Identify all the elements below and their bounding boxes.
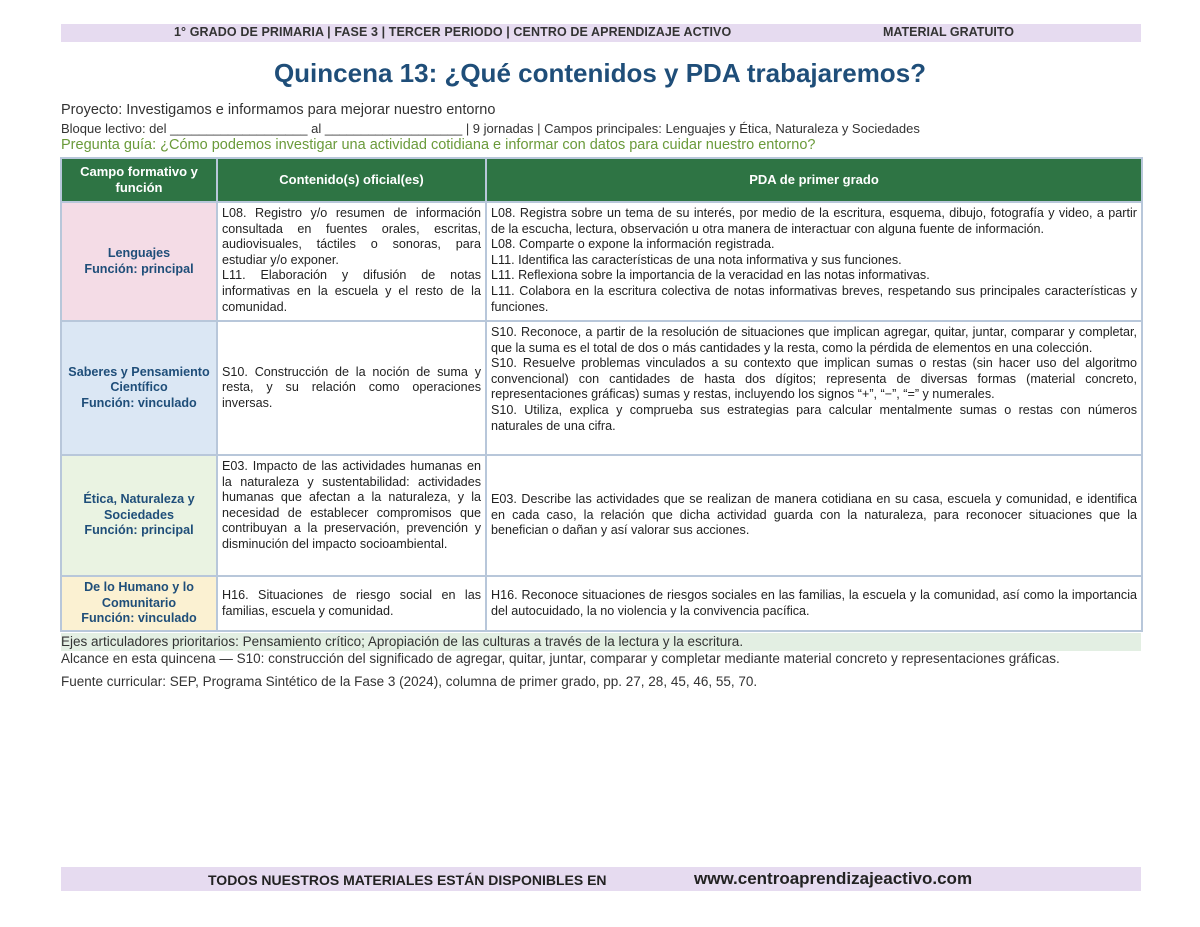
pda-cell <box>486 455 1142 576</box>
footer-label: TODOS NUESTROS MATERIALES ESTÁN DISPONIBLES EN <box>208 872 607 888</box>
content-cell <box>217 321 486 455</box>
guide-question: Pregunta guía: ¿Cómo podemos investigar una actividad cotidiana e informar con datos para cuidar nuestro entorno? <box>61 137 816 153</box>
pda-item: L08. Comparte o expone la información registrada. <box>491 237 775 252</box>
table-header-row <box>61 158 1142 202</box>
header-contenido: Contenido(s) oficial(es) <box>217 158 486 202</box>
pda-item: L11. Colabora en la escritura colectiva de notas informativas breves, respetando sus principales características y funciones. <box>491 283 1137 314</box>
pda-cell <box>486 576 1142 631</box>
field-cell-etica <box>61 455 217 576</box>
fuente-note: Fuente curricular: SEP, Programa Sintético de la Fase 3 (2024), columna de primer grado, pp. 27, 28, 45, 46, 55, 70. <box>61 674 758 689</box>
field-name: Saberes y Pensamiento Científico <box>68 364 210 395</box>
field-function: Función: vinculado <box>81 611 197 626</box>
header-free-label: MATERIAL GRATUITO <box>883 25 1015 39</box>
ejes-note: Ejes articuladores prioritarios: Pensamiento crítico; Apropiación de las culturas a través de la lectura y la escritura. <box>61 634 744 649</box>
content-item: H16. Situaciones de riesgo social en las familias, escuela y comunidad. <box>222 587 481 618</box>
table-row <box>61 576 1142 631</box>
footer-band <box>61 867 1141 891</box>
pda-table <box>60 157 1143 632</box>
table-row <box>61 202 1142 321</box>
field-name: De lo Humano y lo Comunitario <box>84 580 194 610</box>
pda-item: S10. Reconoce, a partir de la resolución de situaciones que implican agregar, quitar, juntar, comparar y completar, que la suma es el total de dos o más cantidades y la resta, como la pérdida de elementos en una colección. <box>491 325 1137 355</box>
footer-url-link[interactable]: www.centroaprendizajeactivo.com <box>694 869 973 888</box>
pda-item: L11. Identifica las características de una nota informativa y sus funciones. <box>491 252 902 267</box>
alcance-note: Alcance en esta quincena — S10: construcción del significado de agregar, quitar, juntar, comparar y completar mediante material concreto y representaciones gráficas. <box>61 651 1060 666</box>
content-item: E03. Impacto de las actividades humanas en la naturaleza y sustentabilidad: actividades humanas que afectan a la naturaleza, y la necesidad de establecer compromisos que contribuyan a la preservación, prevención y disminución del impacto socioambiental. <box>222 459 481 551</box>
pda-item: S10. Resuelve problemas vinculados a su contexto que implican sumas o restas (sin hacer uso del algoritmo convencional) con cantidades de hasta dos dígitos; representa de diversas formas (material concreto, representaciones gráficas) sumas y restas, incluyendo los signos “+”, “−”, “=” y numerales. <box>491 356 1137 402</box>
field-function: Función: vinculado <box>81 395 197 410</box>
field-cell-lenguajes <box>61 202 217 321</box>
pda-cell <box>486 321 1142 455</box>
field-name: Lenguajes <box>107 245 171 260</box>
pda-cell <box>486 202 1142 321</box>
field-function: Función: principal <box>84 261 194 276</box>
page-title: Quincena 13: ¿Qué contenidos y PDA trabajaremos? <box>273 58 927 88</box>
header-info: 1° GRADO DE PRIMARIA | FASE 3 | TERCER PERIODO | CENTRO DE APRENDIZAJE ACTIVO <box>174 25 732 39</box>
project-line: Proyecto: Investigamos e informamos para mejorar nuestro entorno <box>61 102 496 118</box>
content-cell <box>217 576 486 631</box>
pda-item: H16. Reconoce situaciones de riesgos sociales en las familias, la escuela y la comunidad, así como la importancia del autocuidado, la no violencia y la convivencia pacífica. <box>491 587 1137 618</box>
header-campo: Campo formativo y función <box>61 158 217 202</box>
field-cell-humano <box>61 576 217 631</box>
pda-item: L08. Registra sobre un tema de su interés, por medio de la escritura, esquema, dibujo, fotografía y video, a partir de la escucha, lectura, observación u otra manera de interactuar con alguna fuente de información. <box>491 206 1137 236</box>
content-cell <box>217 455 486 576</box>
field-cell-saberes <box>61 321 217 455</box>
table-row <box>61 455 1142 576</box>
content-cell <box>217 202 486 321</box>
block-line: Bloque lectivo: del ___________________ al ___________________ | 9 jornadas | Campos principales: Lenguajes y Ética, Naturaleza y Sociedades <box>61 121 920 136</box>
pda-item: E03. Describe las actividades que se realizan de manera cotidiana en su casa, escuela y comunidad, e identifica en cada caso, la relación que dicha actividad guarda con la naturaleza, para reconocer situaciones que la benefician o dañan y así valorar sus acciones. <box>491 492 1137 538</box>
content-item: S10. Construcción de la noción de suma y resta, y su relación como operaciones inversas. <box>222 364 481 410</box>
content-item: L08. Registro y/o resumen de información consultada en fuentes orales, escritas, audiovisuales, táctiles o sonoras, para estudiar y/o exponer. <box>222 206 481 267</box>
header-band <box>61 24 1141 42</box>
field-function: Función: principal <box>84 523 194 538</box>
table-row <box>61 321 1142 455</box>
field-name: Ética, Naturaleza y Sociedades <box>83 492 195 522</box>
header-pda: PDA de primer grado <box>486 158 1142 202</box>
pda-item: L11. Reflexiona sobre la importancia de la veracidad en las notas informativas. <box>491 268 930 283</box>
content-item: L11. Elaboración y difusión de notas informativas en la escuela y el resto de la comunidad. <box>222 268 481 314</box>
pda-item: S10. Utiliza, explica y comprueba sus estrategias para calcular mentalmente sumas o restas con números naturales de una cifra. <box>491 402 1137 433</box>
